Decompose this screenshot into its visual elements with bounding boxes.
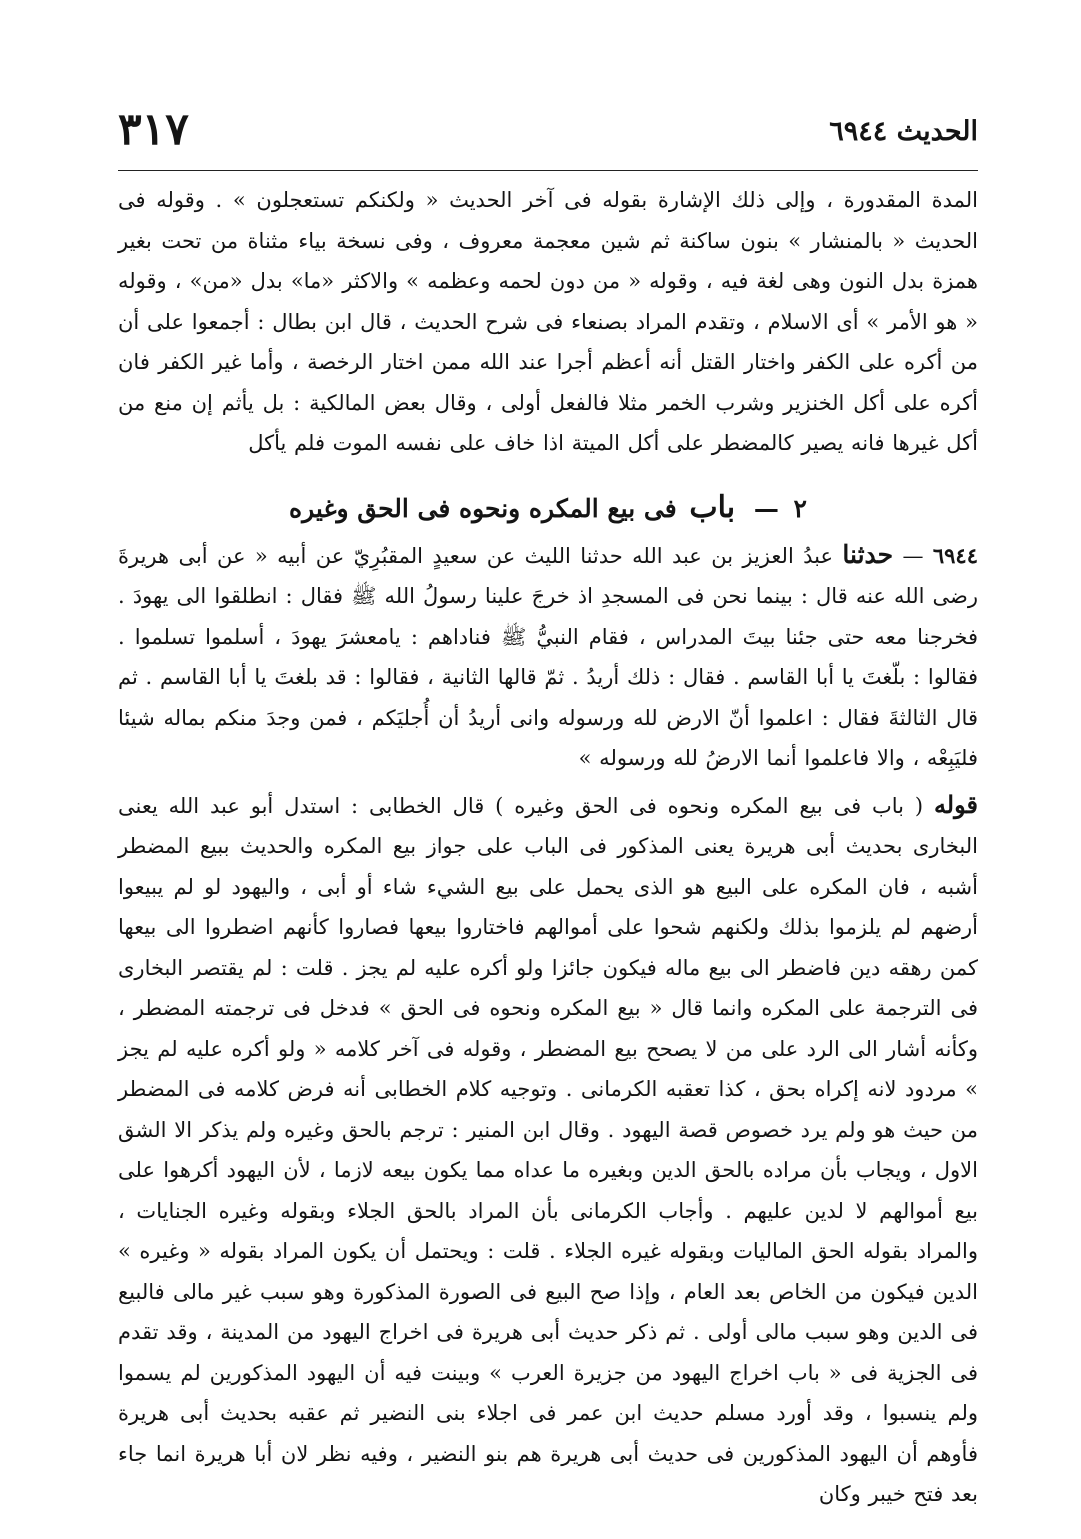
chapter-heading [118, 488, 978, 529]
hadith-paragraph [118, 535, 978, 779]
commentary-paragraph [118, 785, 978, 1515]
hadith-haddathana: حدثنا [842, 539, 894, 569]
chapter-title: فى بيع المكره ونحوه فى الحق وغيره [289, 493, 677, 523]
hadith-text: عبدُ العزيز بن عبد الله حدثنا الليث عن سعيدٍ المقبُرِيّ عن أبيه « عن أبى هريرةَ رضى الله عنه قال : بينما نحن فى المسجدِ اذ خرجَ علينا رسولُ الله ﷺ فقال : انطلقوا الى يهودَ . فخرجنا معه حتى جئنا بيتَ المدراس ، فقام النبيُّ ﷺ فناداهم : يامعشرَ يهودَ ، أسلموا تسلموا . فقالوا : بلّغتَ يا أبا القاسم . فقال : ذلك أريدُ . ثمّ قالها الثانية ، فقالوا : قد بلغتَ يا أبا القاسم . ثم قال الثالثةَ فقال : اعلموا أنّ الارض لله ورسوله وانى أريدُ أن أُجليَكم ، فمن وجدَ منكم بماله شيئا فليَبِعْه ، والا فاعلموا أنما الارضُ لله ورسوله » [118, 543, 978, 770]
chapter-word: باب [689, 489, 736, 525]
hadith-dash: — [902, 543, 924, 568]
running-head: الحديث ٦٩٤٤ [829, 116, 978, 147]
chapter-dash: — [753, 493, 779, 523]
book-page [118, 104, 978, 1504]
chapter-number: ٢ [793, 493, 807, 523]
hadith-number: ٦٩٤٤ [932, 542, 978, 568]
page-number: ٣١٧ [118, 104, 189, 155]
header-rule [118, 170, 978, 171]
page-header [118, 104, 978, 174]
commentary-lead: قوله [933, 789, 978, 819]
intro-paragraph: المدة المقدورة ، وإلى ذلك الإشارة بقوله فى آخر الحديث « ولكنكم تستعجلون » . وقوله فى الحديث « بالمنشار » بنون ساكنة ثم شين معجمة معروف ، وفى نسخة بياء مثناة من تحت بغير همزة بدل النون وهى لغة فيه ، وقوله « من دون لحمه وعظمه » والاكثر «ما» بدل «من» ، وقوله « هو الأمر » أى الاسلام ، وتقدم المراد بصنعاء فى شرح الحديث ، قال ابن بطال : أجمعوا على أن من أكره على الكفر واختار القتل أنه أعظم أجرا عند الله ممن اختار الرخصة ، وأما غير الكفر فان أكره على أكل الخنزير وشرب الخمر مثلا فالفعل أولى ، وقال بعض المالكية : بل يأثم إن منع من أكل غيرها فانه يصير كالمضطر على أكل الميتة اذا خاف على نفسه الموت فلم يأكل [118, 188, 978, 455]
commentary-text: ( باب فى بيع المكره ونحوه فى الحق وغيره ) قال الخطابى : استدل أبو عبد الله يعنى البخارى بحديث أبى هريرة يعنى المذكور فى الباب على جواز بيع المكره والحديث ببيع المضطر أشبه ، فان المكره على البيع هو الذى يحمل على بيع الشيء شاء أو أبى ، واليهود لو لم يبيعوا أرضهم لم يلزموا بذلك ولكنهم شحوا على أموالهم فاختاروا بيعها فصاروا كأنهم اضطروا الى بيعها كمن رهقه دين فاضطر الى بيع ماله فيكون جائزا ولو أكره عليه لم يجز . قلت : لم يقتصر البخارى فى الترجمة على المكره وانما قال « بيع المكره ونحوه فى الحق » فدخل فى ترجمته المضطر ، وكأنه أشار الى الرد على من لا يصحح بيع المضطر ، وقوله فى آخر كلامه « ولو أكره عليه لم يجز » مردود لانه إكراه بحق ، كذا تعقبه الكرمانى . وتوجيه كلام الخطابى أنه فرض كلامه فى المضطر من حيث هو ولم يرد خصوص قصة اليهود . وقال ابن المنير : ترجم بالحق وغيره ولم يذكر الا الشق الاول ، ويجاب بأن مراده بالحق الدين وبغيره ما عداه مما يكون بيعه لازما ، لأن اليهود أكرهوا على بيع أموالهم لا لدين عليهم . وأجاب الكرمانى بأن المراد بالحق الجلاء وبقوله وغيره الجنايات ، والمراد بقوله الحق الماليات وبقوله غيره الجلاء . قلت : ويحتمل أن يكون المراد بقوله « وغيره » الدين فيكون من الخاص بعد العام ، وإذا صح البيع فى الصورة المذكورة وهو سبب غير مالى فالبيع فى الدين وهو سبب مالى أولى . ثم ذكر حديث أبى هريرة فى اخراج اليهود من المدينة ، وقد تقدم فى الجزية فى « باب اخراج اليهود من جزيرة العرب » وبينت فيه أن اليهود المذكورين لم يسموا ولم ينسبوا ، وقد أورد مسلم حديث ابن عمر فى اجلاء بنى النضير ثم عقبه بحديث أبى هريرة فأوهم أن اليهود المذكورين فى حديث أبى هريرة هم بنو النضير ، وفيه نظر لان أبا هريرة انما جاء بعد فتح خيبر وكان [118, 793, 978, 1506]
